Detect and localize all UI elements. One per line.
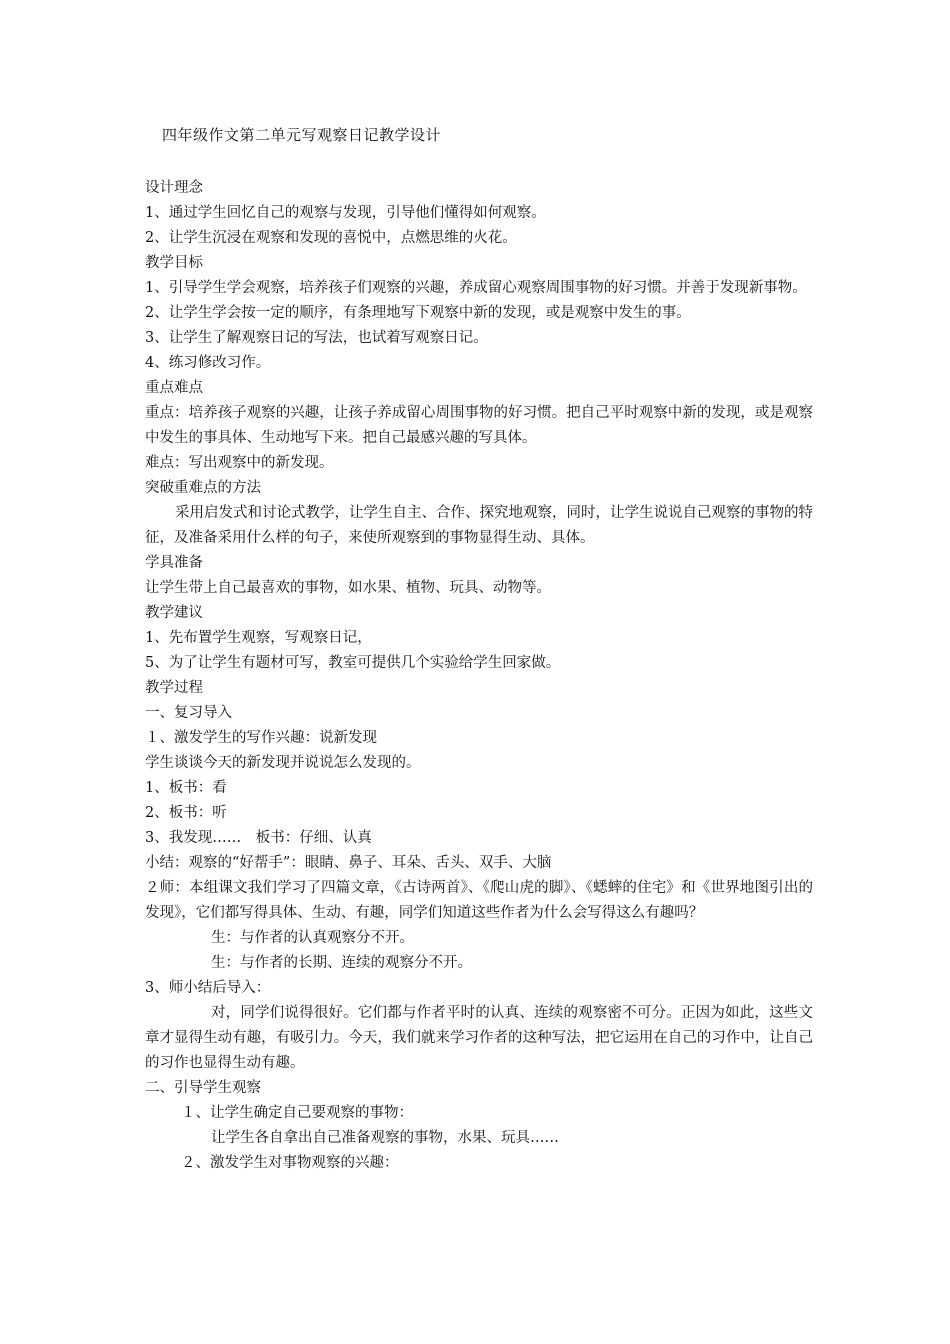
list-item: １、让学生确定自己要观察的事物： [181, 1105, 413, 1121]
list-item: １、激发学生的写作兴趣：说新发现 [145, 730, 377, 746]
paragraph: 学生谈谈今天的新发现并说说怎么发现的。 [145, 755, 421, 771]
paragraph: 让学生各自拿出自己准备观察的事物，水果、玩具…… [211, 1130, 559, 1146]
list-item: 5、为了让学生有题材可写，教室可提供几个实验给学生回家做。 [145, 655, 561, 671]
student-answer: 生：与作者的长期、连续的观察分不开。 [211, 955, 472, 971]
section-heading: 教学建议 [145, 605, 203, 621]
list-item: 3、让学生了解观察日记的写法，也试着写观察日记。 [145, 330, 488, 346]
subsection-heading: 一、复习导入 [145, 705, 232, 721]
section-heading: 教学目标 [145, 255, 203, 271]
paragraph: 采用启发式和讨论式教学，让学生自主、合作、探究地观察，同时，让学生说说自己观察的事物的特征，及准备采用什么样的句子，来使所观察到的事物显得生动、具体。 [145, 505, 813, 546]
document-title: 四年级作文第二单元写观察日记教学设计 [162, 126, 442, 144]
section-heading: 设计理念 [145, 180, 203, 196]
section-heading: 教学过程 [145, 680, 203, 696]
list-item: 2、板书：听 [145, 805, 227, 821]
student-answer: 生：与作者的认真观察分不开。 [211, 930, 414, 946]
list-item: 1、通过学生回忆自己的观察与发现，引导他们懂得如何观察。 [145, 205, 546, 221]
paragraph: ２师：本组课文我们学习了四篇文章，《古诗两首》、《爬山虎的脚》、《蟋蟀的住宅》和《世界地图引出的发现》，它们都写得具体、生动、有趣，同学们知道这些作者为什么会写得这么有趣吗？ [145, 880, 813, 921]
section-heading: 学具准备 [145, 555, 203, 571]
list-item: 1、板书：看 [145, 780, 227, 796]
list-item: 3、我发现…… 板书：仔细、认真 [145, 830, 372, 846]
list-item: 1、引导学生学会观察，培养孩子们观察的兴趣，养成留心观察周围事物的好习惯。并善于发现新事物。 [145, 280, 807, 296]
paragraph: 小结：观察的“好帮手”：眼睛、鼻子、耳朵、舌头、双手、大脑 [145, 855, 552, 871]
paragraph: 对，同学们说得很好。它们都与作者平时的认真、连续的观察密不可分。正因为如此，这些文章才显得生动有趣，有吸引力。今天，我们就来学习作者的这种写法，把它运用在自己的习作中，让自己的习作也显得生动有趣。 [145, 1005, 813, 1071]
list-item: 2、让学生学会按一定的顺序，有条理地写下观察中新的发现，或是观察中发生的事。 [145, 305, 691, 321]
paragraph: 重点：培养孩子观察的兴趣，让孩子养成留心周围事物的好习惯。把自己平时观察中新的发现，或是观察中发生的事具体、生动地写下来。把自己最感兴趣的写具体。 [145, 405, 813, 446]
section-heading: 突破重难点的方法 [145, 480, 261, 496]
paragraph: 让学生带上自己最喜欢的事物，如水果、植物、玩具、动物等。 [145, 580, 551, 596]
paragraph: 难点：写出观察中的新发现。 [145, 455, 334, 471]
list-item: ２、激发学生对事物观察的兴趣： [181, 1155, 399, 1171]
list-item: 4、练习修改习作。 [145, 355, 271, 371]
list-item: 1、先布置学生观察，写观察日记， [145, 630, 372, 646]
document-body [145, 176, 813, 1176]
subsection-heading: 二、引导学生观察 [145, 1080, 261, 1096]
list-item: 2、让学生沉浸在观察和发现的喜悦中，点燃思维的火花。 [145, 230, 517, 246]
list-item: 3、师小结后导入： [145, 980, 271, 996]
section-heading: 重点难点 [145, 380, 203, 396]
